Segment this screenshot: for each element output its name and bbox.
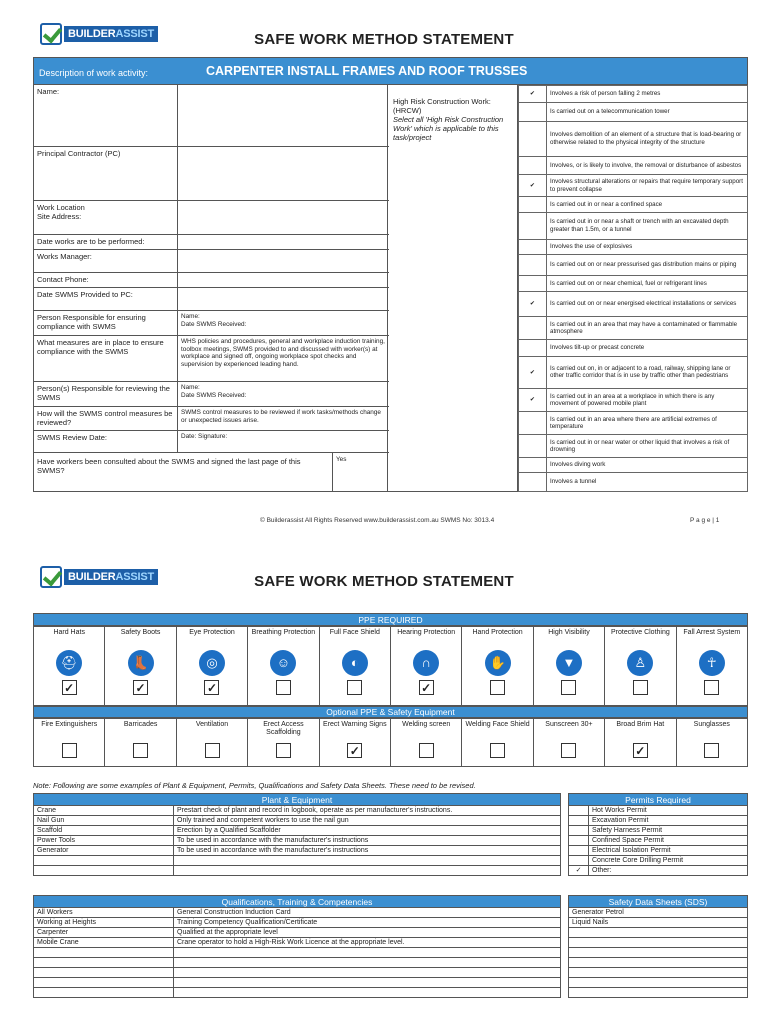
hrcw-row <box>519 473 748 492</box>
row-item: All Workers <box>34 908 174 918</box>
permit-row <box>569 866 748 876</box>
table-row <box>34 948 561 958</box>
hrcw-checkbox[interactable] <box>519 473 547 492</box>
project-details-table <box>33 85 388 492</box>
hrcw-checkbox[interactable]: ✔ <box>519 356 547 389</box>
ppe-checkbox[interactable] <box>704 680 719 695</box>
hrcw-checkbox[interactable] <box>519 239 547 254</box>
hrcw-item: Involves tilt-up or precast concrete <box>547 340 748 356</box>
sds-row <box>569 968 748 978</box>
permit-label: Excavation Permit <box>589 816 748 826</box>
footer-page: P a g e | 1 <box>690 517 720 524</box>
hrcw-checkbox[interactable] <box>519 255 547 276</box>
permit-row <box>569 826 748 836</box>
ppe-checkbox[interactable] <box>347 680 362 695</box>
hrcw-checkbox[interactable] <box>519 122 547 157</box>
optional-label: Broad Brim Hat <box>616 721 665 728</box>
plant-equipment-table <box>33 793 561 876</box>
respirator-icon: ☺ <box>270 650 296 676</box>
detail-label: Date works are to be performed: <box>34 235 178 249</box>
table-row <box>34 806 561 816</box>
permit-row <box>569 806 748 816</box>
row-item: Nail Gun <box>34 816 174 826</box>
glove-icon: ✋ <box>485 650 511 676</box>
row-detail[interactable]: Qualified at the appropriate level <box>174 928 561 938</box>
permit-label: Safety Harness Permit <box>589 826 748 836</box>
optional-item <box>34 719 105 767</box>
optional-label: Erect Warning Signs <box>323 721 387 728</box>
row-detail[interactable]: To be used in accordance with the manufacturer's instructions <box>174 836 561 846</box>
footer-copyright: © Builderassist All Rights Reserved www.builderassist.com.au SWMS No: 3013.4 <box>260 517 495 524</box>
optional-label: Erect Access Scaffolding <box>263 721 304 736</box>
ppe-label: Protective Clothing <box>611 629 670 636</box>
permit-label: Confined Space Permit <box>589 836 748 846</box>
table-row <box>34 866 561 876</box>
sds-item[interactable] <box>569 958 748 968</box>
row-item <box>34 968 174 978</box>
optional-checkbox[interactable]: ✓ <box>347 743 362 758</box>
optional-checkbox[interactable] <box>419 743 434 758</box>
sds-row <box>569 908 748 918</box>
table-header: Safety Data Sheets (SDS) <box>569 896 748 908</box>
hrcw-row <box>519 275 748 291</box>
ppe-item <box>605 627 676 706</box>
table-row <box>34 938 561 948</box>
qualifications-table <box>33 895 561 998</box>
hrcw-row <box>519 412 748 435</box>
detail-row <box>34 382 389 407</box>
row-item: Mobile Crane <box>34 938 174 948</box>
sds-row <box>569 948 748 958</box>
detail-value[interactable]: WHS policies and procedures, general and workplace induction training, toolbox meetings, SWMS provided to and discussed with worker(s) at workplace and signed off, ongoing workplace spot checks and supervision by experienced leading hand. <box>181 338 385 368</box>
coverall-icon: ♙ <box>627 650 653 676</box>
table-header: Plant & Equipment <box>34 794 561 806</box>
hrcw-item: Is carried out in or near a shaft or trench with an excavated depth greater than 1.5m, or a tunnel <box>547 212 748 239</box>
ppe-label: High Visibility <box>548 629 590 636</box>
optional-item <box>391 719 462 767</box>
detail-row <box>34 250 389 273</box>
detail-value[interactable] <box>178 85 389 146</box>
sds-row <box>569 918 748 928</box>
sds-row <box>569 928 748 938</box>
hrcw-item: Is carried out in an area that may have a contaminated or flammable atmosphere <box>547 317 748 340</box>
ppe-checkbox[interactable] <box>490 680 505 695</box>
table-header: Qualifications, Training & Competencies <box>34 896 561 908</box>
row-item: Generator <box>34 846 174 856</box>
permit-row <box>569 836 748 846</box>
consultation-row <box>34 453 389 492</box>
optional-label: Welding Face Shield <box>465 721 530 728</box>
row-item <box>34 856 174 866</box>
permit-checkbox[interactable] <box>569 806 589 816</box>
permit-row <box>569 846 748 856</box>
ppe-item <box>462 627 533 706</box>
ppe-label: Eye Protection <box>189 629 235 636</box>
hrcw-row <box>519 212 748 239</box>
ppe-label: Hearing Protection <box>397 629 456 636</box>
hrcw-checkbox[interactable] <box>519 156 547 175</box>
detail-row <box>34 201 389 235</box>
table-row <box>34 958 561 968</box>
hrcw-checkbox[interactable] <box>519 340 547 356</box>
hrcw-checkbox[interactable] <box>519 212 547 239</box>
optional-checkbox[interactable]: ✓ <box>633 743 648 758</box>
ppe-label: Hard Hats <box>53 629 85 636</box>
sds-item[interactable] <box>569 938 748 948</box>
row-detail[interactable]: Training Competency Qualification/Certificate <box>174 918 561 928</box>
hrcw-item: Involves the use of explosives <box>547 239 748 254</box>
detail-value[interactable]: Date: Signature: <box>181 433 228 440</box>
permit-row <box>569 816 748 826</box>
optional-item <box>605 719 676 767</box>
detail-value[interactable] <box>178 201 389 234</box>
row-detail[interactable]: Only trained and competent workers to use the nail gun <box>174 816 561 826</box>
hrcw-row <box>519 340 748 356</box>
permit-checkbox[interactable] <box>569 846 589 856</box>
permit-label: Hot Works Permit <box>589 806 748 816</box>
row-detail[interactable]: Prestart check of plant and record in logbook, operate as per manufacturer's instructions. <box>174 806 561 816</box>
optional-item <box>248 719 319 767</box>
permit-checkbox[interactable] <box>569 826 589 836</box>
ppe-item <box>34 627 105 706</box>
hrcw-checkbox[interactable]: ✔ <box>519 292 547 317</box>
hrcw-row <box>519 458 748 473</box>
ppe-checkbox[interactable]: ✓ <box>204 680 219 695</box>
detail-row <box>34 273 389 288</box>
hrcw-checkbox[interactable] <box>519 458 547 473</box>
consultation-label: Have workers been consulted about the SWMS and signed the last page of this SWMS? <box>37 457 301 475</box>
detail-label: Principal Contractor (PC) <box>34 147 178 200</box>
detail-row <box>34 336 389 382</box>
detail-row <box>34 407 389 431</box>
detail-value[interactable] <box>178 273 389 287</box>
permit-checkbox[interactable] <box>569 816 589 826</box>
row-detail[interactable]: General Construction Induction Card <box>174 908 561 918</box>
detail-label: Works Manager: <box>34 250 178 272</box>
boot-icon: 👢 <box>128 650 154 676</box>
row-detail[interactable] <box>174 866 561 876</box>
hrcw-checkbox[interactable]: ✔ <box>519 389 547 412</box>
optional-item <box>462 719 533 767</box>
table-row <box>34 826 561 836</box>
hrcw-row <box>519 156 748 175</box>
ppe-label: Safety Boots <box>120 629 161 636</box>
table-header: Permits Required <box>569 794 748 806</box>
ppe-item <box>319 627 390 706</box>
row-item <box>34 958 174 968</box>
activity-title: CARPENTER INSTALL FRAMES AND ROOF TRUSSES <box>206 64 528 78</box>
hrcw-row <box>519 435 748 458</box>
detail-label: Work Location Site Address: <box>34 201 178 234</box>
hrcw-label: High Risk Construction Work: (HRCW) <box>393 97 491 115</box>
hrcw-item: Is carried out on or near chemical, fuel or refrigerant lines <box>547 275 748 291</box>
hrcw-item: Is carried out on or near pressurised gas distribution mains or piping <box>547 255 748 276</box>
permit-row <box>569 856 748 866</box>
row-item: Crane <box>34 806 174 816</box>
ppe-item <box>105 627 176 706</box>
ppe-table <box>33 626 748 706</box>
hrcw-item: Is carried out on or near energised electrical installations or services <box>547 292 748 317</box>
optional-label: Fire Extinguishers <box>41 721 98 728</box>
detail-row <box>34 288 389 311</box>
hrcw-row <box>519 255 748 276</box>
detail-value[interactable] <box>178 235 389 249</box>
hrcw-item: Is carried out on, in or adjacent to a road, railway, shipping lane or other traffic corridor that is in use by traffic other than pedestrians <box>547 356 748 389</box>
detail-label: Contact Phone: <box>34 273 178 287</box>
hrcw-list <box>518 85 748 492</box>
optional-ppe-table <box>33 718 748 767</box>
detail-label: Name: <box>34 85 178 146</box>
ppe-label: Breathing Protection <box>251 629 316 636</box>
ppe-checkbox[interactable] <box>561 680 576 695</box>
row-item <box>34 866 174 876</box>
detail-label: Person Responsible for ensuring compliance with SWMS <box>34 311 178 335</box>
optional-label: Sunglasses <box>693 721 730 728</box>
sds-item[interactable] <box>569 948 748 958</box>
table-row <box>34 836 561 846</box>
row-detail[interactable] <box>174 856 561 866</box>
consultation-value[interactable]: Yes <box>332 453 389 492</box>
table-row <box>34 968 561 978</box>
optional-item <box>176 719 247 767</box>
hrcw-row <box>519 389 748 412</box>
row-item: Scaffold <box>34 826 174 836</box>
detail-label: SWMS Review Date: <box>34 431 178 452</box>
sds-item[interactable]: Liquid Nails <box>569 918 748 928</box>
hrcw-item: Involves demolition of an element of a structure that is load-bearing or otherwise related to the physical integrity of the structure <box>547 122 748 157</box>
examples-note: Note: Following are some examples of Plant & Equipment, Permits, Qualifications and Safety Data Sheets. These need to be revised. <box>33 781 476 790</box>
hrcw-checkbox[interactable] <box>519 275 547 291</box>
detail-row <box>34 85 389 147</box>
detail-row <box>34 311 389 336</box>
hrcw-item: Involves structural alterations or repairs that require temporary support to prevent collapse <box>547 175 748 197</box>
row-detail[interactable] <box>174 948 561 958</box>
ppe-label: Hand Protection <box>472 629 523 636</box>
sds-table <box>568 895 748 998</box>
detail-label: What measures are in place to ensure compliance with the SWMS <box>34 336 178 381</box>
hrcw-row <box>519 122 748 157</box>
hrcw-item: Is carried out in an area at a workplace in which there is any movement of powered mobile plant <box>547 389 748 412</box>
ppe-header: PPE REQUIRED <box>33 613 748 626</box>
optional-checkbox[interactable] <box>62 743 77 758</box>
detail-row <box>34 235 389 250</box>
detail-value[interactable]: Name: Date SWMS Received: <box>181 313 247 328</box>
sds-row <box>569 958 748 968</box>
optional-label: Ventilation <box>195 721 229 728</box>
table-row <box>34 928 561 938</box>
table-row <box>34 846 561 856</box>
table-row <box>34 918 561 928</box>
hrcw-row <box>519 175 748 197</box>
optional-header: Optional PPE & Safety Equipment <box>33 706 748 718</box>
page-title: SAFE WORK METHOD STATEMENT <box>254 573 514 590</box>
detail-value[interactable]: Name: Date SWMS Received: <box>181 384 247 399</box>
ppe-checkbox[interactable] <box>633 680 648 695</box>
sds-item[interactable]: Generator Petrol <box>569 908 748 918</box>
permits-table <box>568 793 748 876</box>
permit-label: Electrical Isolation Permit <box>589 846 748 856</box>
hrcw-row <box>519 86 748 103</box>
detail-value[interactable] <box>178 250 389 272</box>
hrcw-row <box>519 317 748 340</box>
ppe-label: Full Face Shield <box>329 629 380 636</box>
hrcw-row <box>519 239 748 254</box>
hrcw-checkbox[interactable] <box>519 317 547 340</box>
hrcw-item: Is carried out on a telecommunication tower <box>547 103 748 122</box>
ear-muffs-icon: ∩ <box>413 650 439 676</box>
detail-value[interactable]: SWMS control measures to be reviewed if work tasks/methods change or unexpected issues arise. <box>181 409 381 424</box>
row-item: Carpenter <box>34 928 174 938</box>
goggles-icon: ◎ <box>199 650 225 676</box>
hrcw-panel <box>388 85 518 492</box>
ppe-section <box>33 613 748 767</box>
detail-row <box>34 147 389 201</box>
ppe-checkbox[interactable] <box>276 680 291 695</box>
hrcw-item: Involves diving work <box>547 458 748 473</box>
ppe-item <box>533 627 604 706</box>
builderassist-logo: BUILDERASSIST <box>40 563 158 591</box>
permit-label: Other: <box>589 866 748 876</box>
hi-vis-vest-icon: ▼ <box>556 650 582 676</box>
table-row <box>34 816 561 826</box>
row-detail[interactable]: Erection by a Qualified Scaffolder <box>174 826 561 836</box>
optional-checkbox[interactable] <box>490 743 505 758</box>
sds-item[interactable] <box>569 928 748 938</box>
optional-label: Sunscreen 30+ <box>545 721 593 728</box>
optional-label: Barricades <box>123 721 158 728</box>
optional-item <box>676 719 747 767</box>
sds-row <box>569 978 748 988</box>
table-row <box>34 978 561 988</box>
row-detail[interactable]: To be used in accordance with the manufacturer's instructions <box>174 846 561 856</box>
hrcw-checkbox[interactable] <box>519 435 547 458</box>
permit-checkbox[interactable] <box>569 856 589 866</box>
hrcw-table <box>518 85 748 492</box>
hrcw-row <box>519 197 748 212</box>
ppe-item <box>248 627 319 706</box>
optional-checkbox[interactable] <box>276 743 291 758</box>
builderassist-logo: BUILDERASSIST <box>40 20 158 48</box>
detail-label: Date SWMS Provided to PC: <box>34 288 178 310</box>
row-item: Working at Heights <box>34 918 174 928</box>
table-row <box>34 856 561 866</box>
row-detail[interactable] <box>174 968 561 978</box>
detail-row <box>34 431 389 453</box>
activity-header: Description of work activity: CARPENTER INSTALL FRAMES AND ROOF TRUSSES <box>33 57 748 85</box>
optional-item <box>105 719 176 767</box>
optional-checkbox[interactable] <box>704 743 719 758</box>
optional-checkbox[interactable] <box>561 743 576 758</box>
row-item: Power Tools <box>34 836 174 846</box>
row-item <box>34 948 174 958</box>
hrcw-note: Select all 'High Risk Construction Work' which is applicable to this task/project <box>393 115 504 142</box>
hrcw-item: Is carried out in or near a confined space <box>547 197 748 212</box>
ppe-item <box>676 627 747 706</box>
hrcw-checkbox[interactable]: ✔ <box>519 175 547 197</box>
hrcw-item: Involves, or is likely to involve, the removal or disturbance of asbestos <box>547 156 748 175</box>
detail-value[interactable] <box>178 147 389 200</box>
permit-label: Concrete Core Drilling Permit <box>589 856 748 866</box>
hard-hat-icon: ⛑ <box>56 650 82 676</box>
sds-item[interactable] <box>569 988 748 998</box>
row-detail[interactable] <box>174 978 561 988</box>
row-detail[interactable] <box>174 958 561 968</box>
row-detail[interactable]: Crane operator to hold a High-Risk Work Licence at the appropriate level. <box>174 938 561 948</box>
hrcw-checkbox[interactable] <box>519 103 547 122</box>
optional-item <box>319 719 390 767</box>
ppe-item <box>176 627 247 706</box>
optional-item <box>533 719 604 767</box>
optional-label: Welding screen <box>402 721 451 728</box>
sds-row <box>569 988 748 998</box>
sds-item[interactable] <box>569 978 748 988</box>
hrcw-item: Is carried out in an area where there are artificial extremes of temperature <box>547 412 748 435</box>
hrcw-item: Involves a tunnel <box>547 473 748 492</box>
page-title: SAFE WORK METHOD STATEMENT <box>254 31 514 48</box>
ppe-checkbox[interactable]: ✓ <box>62 680 77 695</box>
harness-icon: ☥ <box>699 650 725 676</box>
hrcw-checkbox[interactable] <box>519 412 547 435</box>
face-shield-icon: ◐ <box>342 650 368 676</box>
row-item <box>34 988 174 998</box>
table-row <box>34 908 561 918</box>
table-row <box>34 988 561 998</box>
hrcw-item: Involves a risk of person falling 2 metres <box>547 86 748 103</box>
row-item <box>34 978 174 988</box>
detail-label: How will the SWMS control measures be reviewed? <box>34 407 178 430</box>
sds-row <box>569 938 748 948</box>
hrcw-checkbox[interactable]: ✔ <box>519 86 547 103</box>
detail-value[interactable] <box>178 288 389 310</box>
hrcw-row <box>519 292 748 317</box>
ppe-label: Fall Arrest System <box>683 629 741 636</box>
ppe-item <box>390 627 461 706</box>
permit-checkbox[interactable]: ✓ <box>569 866 589 876</box>
hrcw-checkbox[interactable] <box>519 197 547 212</box>
row-detail[interactable] <box>174 988 561 998</box>
permit-checkbox[interactable] <box>569 836 589 846</box>
detail-label: Person(s) Responsible for reviewing the SWMS <box>34 382 178 406</box>
optional-checkbox[interactable] <box>133 743 148 758</box>
hrcw-item: Is carried out in or near water or other liquid that involves a risk of drowning <box>547 435 748 458</box>
optional-checkbox[interactable] <box>205 743 220 758</box>
sds-item[interactable] <box>569 968 748 978</box>
ppe-checkbox[interactable]: ✓ <box>419 680 434 695</box>
hrcw-row <box>519 103 748 122</box>
hrcw-row <box>519 356 748 389</box>
ppe-checkbox[interactable]: ✓ <box>133 680 148 695</box>
